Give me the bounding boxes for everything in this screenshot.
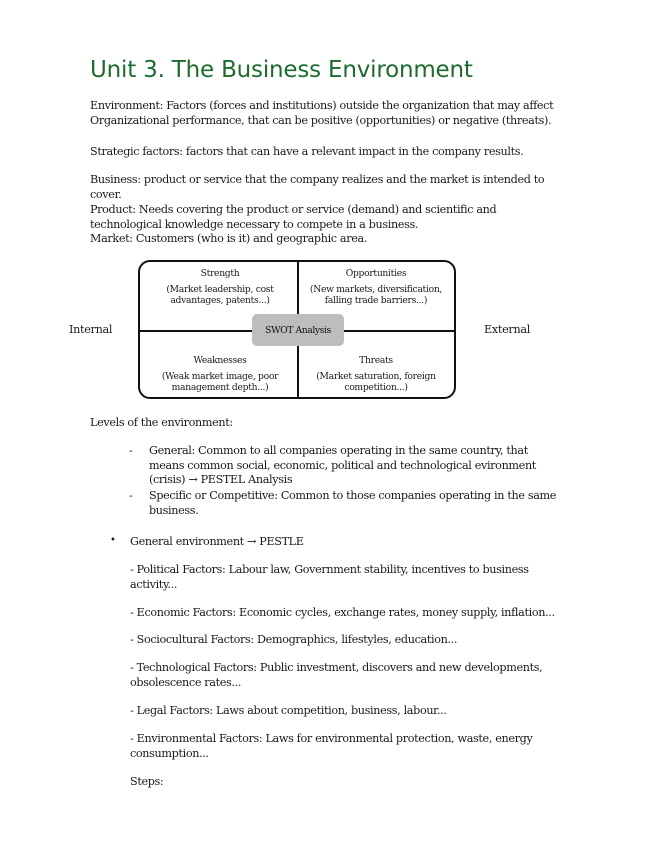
quadrant-body: (Market saturation, foreign competition...) [316, 371, 436, 393]
quadrant-body: (New markets, diversification, falling trade barriers...) [309, 284, 443, 306]
swot-weaknesses [146, 355, 294, 393]
pestle-heading: General environment → PESTLE [130, 535, 304, 548]
factor-economic: - Economic Factors: Economic cycles, exchange rates, money supply, inflation... [130, 606, 555, 619]
external-label: External [484, 323, 530, 336]
quadrant-body: (Market leadership, cost advantages, patents...) [166, 284, 274, 306]
page-title: Unit 3. The Business Environment [90, 57, 473, 83]
market-definition: Market: Customers (who is it) and geographic area. [90, 232, 368, 245]
dash-marker: - [129, 489, 133, 502]
swot-center-label: SWOT Analysis [252, 314, 344, 346]
strategic-factors-definition: Strategic factors: factors that can have a relevant impact in the company results. [90, 145, 524, 158]
product-definition: Product: Needs covering the product or service (demand) and scientific and technological knowledge necessary to compete in a business. [90, 203, 497, 231]
internal-label: Internal [69, 323, 113, 336]
swot-strength [146, 268, 294, 306]
business-definition: Business: product or service that the company realizes and the market is intended to cover. [90, 173, 545, 201]
factor-sociocultural: - Sociocultural Factors: Demographics, lifestyles, education... [130, 633, 458, 646]
level-specific: Specific or Competitive: Common to those companies operating in the same business. [149, 489, 557, 517]
swot-threats [302, 355, 450, 393]
quadrant-body: (Weak market image, poor management depth...) [161, 371, 279, 393]
factor-environmental: - Environmental Factors: Laws for environmental protection, waste, energy consumption... [130, 732, 533, 760]
swot-opportunities [302, 268, 450, 306]
quadrant-title: Strength [200, 268, 240, 279]
level-general: General: Common to all companies operating in the same country, that means common social, economic, political and technological evironment (crisis) → PESTEL Analysis [149, 444, 536, 487]
levels-heading: Levels of the environment: [90, 416, 233, 429]
factor-legal: - Legal Factors: Laws about competition, business, labour... [130, 704, 447, 717]
steps-label: Steps: [130, 775, 164, 788]
quadrant-title: Weaknesses [193, 355, 247, 366]
bullet-icon: • [110, 535, 116, 546]
factor-political: - Political Factors: Labour law, Government stability, incentives to business activity... [130, 563, 529, 591]
environment-definition: Environment: Factors (forces and institutions) outside the organization that may affect Organizational performance, that can be positive (opportunities) or negative (threats). [90, 99, 554, 127]
dash-marker: - [129, 444, 133, 457]
factor-technological: - Technological Factors: Public investment, discovers and new developments, obsolescence rates... [130, 661, 543, 689]
quadrant-title: Threats [359, 355, 393, 366]
quadrant-title: Opportunities [345, 268, 407, 279]
